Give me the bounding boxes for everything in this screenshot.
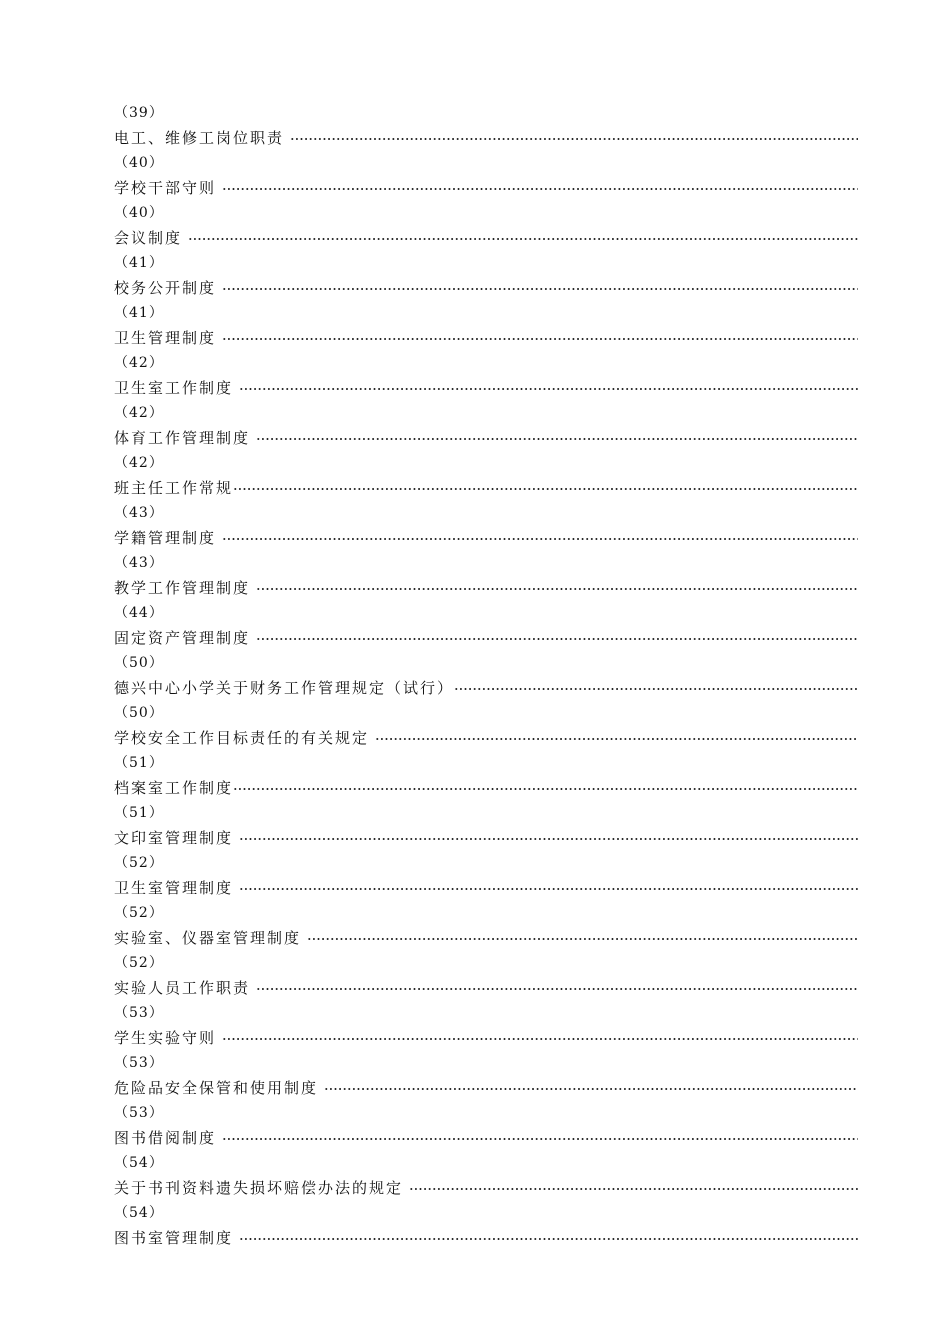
dot-leader — [188, 235, 858, 243]
toc-page-number: （54） — [114, 1155, 164, 1171]
toc-page-number: （51） — [114, 755, 164, 771]
toc-title-line[interactable] — [114, 876, 858, 901]
toc-title: 德兴中心小学关于财务工作管理规定（试行） — [114, 679, 455, 697]
toc-entry[interactable] — [114, 701, 858, 751]
toc-title-line[interactable] — [114, 176, 858, 201]
toc-title-line[interactable] — [114, 626, 858, 651]
toc-page-number: （53） — [114, 1055, 164, 1071]
dot-leader — [222, 1135, 858, 1143]
dot-leader — [256, 585, 858, 593]
toc-title-line[interactable] — [114, 1226, 858, 1251]
toc-entry[interactable] — [114, 151, 858, 201]
toc-title-line[interactable] — [114, 1176, 858, 1201]
toc-title: 实验室、仪器室管理制度 — [114, 929, 302, 947]
toc-title-line[interactable] — [114, 226, 858, 251]
dot-leader — [375, 735, 858, 743]
toc-entry[interactable] — [114, 601, 858, 651]
dot-leader — [256, 635, 858, 643]
toc-title: 学籍管理制度 — [114, 529, 217, 547]
toc-title: 教学工作管理制度 — [114, 579, 251, 597]
toc-page-number: （51） — [114, 805, 164, 821]
toc-title: 危险品安全保管和使用制度 — [114, 1079, 319, 1097]
dot-leader — [222, 1035, 858, 1043]
table-of-contents — [114, 101, 858, 1251]
toc-title-line[interactable] — [114, 826, 858, 851]
dot-leader — [239, 1235, 858, 1243]
toc-page-number: （42） — [114, 405, 164, 421]
toc-title-line[interactable] — [114, 426, 858, 451]
toc-page-number: （39） — [114, 105, 164, 121]
toc-page-number: （43） — [114, 505, 164, 521]
toc-title: 实验人员工作职责 — [114, 979, 251, 997]
toc-title: 固定资产管理制度 — [114, 629, 251, 647]
dot-leader — [222, 185, 858, 193]
toc-title-line[interactable] — [114, 976, 858, 1001]
toc-title-line[interactable] — [114, 376, 858, 401]
toc-title: 关于书刊资料遗失损坏赔偿办法的规定 — [114, 1179, 404, 1197]
toc-page-number: （42） — [114, 355, 164, 371]
toc-page-number: （54） — [114, 1205, 164, 1221]
toc-title-line[interactable] — [114, 526, 858, 551]
toc-entry[interactable] — [114, 1101, 858, 1151]
dot-leader — [239, 385, 858, 393]
toc-title-line[interactable] — [114, 476, 858, 501]
toc-page-number: （40） — [114, 205, 164, 221]
toc-page-number: （44） — [114, 605, 164, 621]
dot-leader — [233, 785, 858, 793]
toc-entry[interactable] — [114, 1051, 858, 1101]
toc-title-line[interactable] — [114, 1076, 858, 1101]
toc-entry[interactable] — [114, 201, 858, 251]
toc-entry[interactable] — [114, 1201, 858, 1251]
toc-entry[interactable] — [114, 901, 858, 951]
dot-leader — [233, 485, 858, 493]
toc-title-line[interactable] — [114, 1026, 858, 1051]
dot-leader — [454, 685, 858, 693]
toc-page-number: （53） — [114, 1005, 164, 1021]
toc-entry[interactable] — [114, 751, 858, 801]
toc-entry[interactable] — [114, 251, 858, 301]
toc-title: 图书室管理制度 — [114, 1229, 234, 1247]
toc-title: 卫生管理制度 — [114, 329, 217, 347]
toc-title-line[interactable] — [114, 676, 858, 701]
toc-title: 档案室工作制度 — [114, 779, 234, 797]
toc-page-number: （53） — [114, 1105, 164, 1121]
toc-title: 学校干部守则 — [114, 179, 217, 197]
toc-page-number: （40） — [114, 155, 164, 171]
toc-title-line[interactable] — [114, 726, 858, 751]
toc-title: 图书借阅制度 — [114, 1129, 217, 1147]
toc-title: 电工、维修工岗位职责 — [114, 129, 285, 147]
toc-page-number: （52） — [114, 905, 164, 921]
toc-title-line[interactable] — [114, 576, 858, 601]
toc-page-number: （50） — [114, 705, 164, 721]
dot-leader — [256, 985, 858, 993]
toc-title: 会议制度 — [114, 229, 183, 247]
dot-leader — [324, 1085, 858, 1093]
toc-title-line[interactable] — [114, 326, 858, 351]
dot-leader — [222, 535, 858, 543]
toc-title-line[interactable] — [114, 276, 858, 301]
dot-leader — [256, 435, 858, 443]
dot-leader — [239, 885, 858, 893]
toc-entry[interactable] — [114, 1151, 858, 1201]
toc-title-line[interactable] — [114, 126, 858, 151]
toc-entry[interactable] — [114, 401, 858, 451]
dot-leader — [307, 935, 858, 943]
dot-leader — [290, 135, 858, 143]
toc-entry[interactable] — [114, 801, 858, 851]
toc-title: 体育工作管理制度 — [114, 429, 251, 447]
dot-leader — [409, 1185, 858, 1193]
toc-entry[interactable] — [114, 451, 858, 501]
toc-entry[interactable] — [114, 101, 858, 151]
toc-title: 学校安全工作目标责任的有关规定 — [114, 729, 370, 747]
toc-title: 卫生室工作制度 — [114, 379, 234, 397]
toc-entry[interactable] — [114, 551, 858, 601]
toc-title: 校务公开制度 — [114, 279, 217, 297]
toc-title-line[interactable] — [114, 1126, 858, 1151]
toc-page-number: （50） — [114, 655, 164, 671]
toc-entry[interactable] — [114, 851, 858, 901]
toc-entry[interactable] — [114, 1001, 858, 1051]
toc-page-number: （52） — [114, 955, 164, 971]
toc-page-number: （42） — [114, 455, 164, 471]
toc-entry[interactable] — [114, 301, 858, 351]
toc-entry[interactable] — [114, 351, 858, 401]
toc-title: 班主任工作常规 — [114, 479, 234, 497]
toc-entry[interactable] — [114, 651, 858, 701]
dot-leader — [222, 285, 858, 293]
toc-title: 学生实验守则 — [114, 1029, 217, 1047]
toc-page-number: （41） — [114, 305, 164, 321]
toc-entry[interactable] — [114, 501, 858, 551]
toc-entry[interactable] — [114, 951, 858, 1001]
toc-title-line[interactable] — [114, 926, 858, 951]
dot-leader — [239, 835, 858, 843]
toc-page-number: （41） — [114, 255, 164, 271]
toc-title: 卫生室管理制度 — [114, 879, 234, 897]
toc-title-line[interactable] — [114, 776, 858, 801]
toc-title: 文印室管理制度 — [114, 829, 234, 847]
dot-leader — [222, 335, 858, 343]
toc-page-number: （52） — [114, 855, 164, 871]
toc-page-number: （43） — [114, 555, 164, 571]
